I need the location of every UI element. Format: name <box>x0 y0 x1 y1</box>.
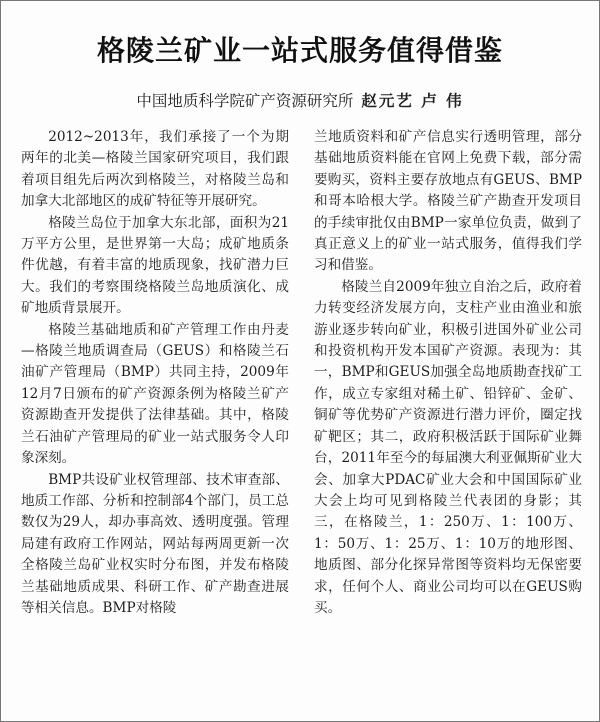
paragraph: 格陵兰基础地质和矿产管理工作由丹麦—格陵兰地质调查局（GEUS）和格陵兰石油矿产管理局（BMP）共同主持，2009年12月7日颁布的矿产资源条例为格陵兰矿产资源勘查开发提供了法律基础。其中，格陵兰石油矿产管理局的矿业一站式服务令人印象深刻。 <box>21 321 289 467</box>
paragraph: 格陵兰自2009年独立自治之后，政府着力转变经济发展方向，支柱产业由渔业和旅游业逐步转向矿业，积极引进国外矿业公司和投资机构开发本国矿产资源。表现为：其一，BMP和GEUS加强全岛地质勘查找矿工作，成立专家组对稀土矿、铅锌矿、金矿、铜矿等优势矿产资源进行潜力评价，圈定找矿靶区；其二，政府积极活跃于国际矿业舞台，2011年至今的每届澳大利亚佩斯矿业大会、加拿大PDAC矿业大会和中国国际矿业大会上均可见到格陵兰代表团的身影；其三，在格陵兰，1：250万、1：100万、1：50万、1：25万、1：10万的地形图、地质图、部分化探异常图等资料均无保密要求，任何个人、商业公司均可以在GEUS购买。 <box>314 278 582 616</box>
paragraph: 2012~2013年，我们承接了一个为期两年的北美—格陵兰国家研究项目，我们跟着项目组先后两次到格陵兰，对格陵兰岛和加拿大北部地区的成矿特征等开展研究。 <box>21 129 289 210</box>
paragraph-continued: 兰地质资料和矿产信息实行透明管理，部分基础地质资料能在官网上免费下载，部分需要购买，资料主要存放地点有GEUS、BMP和哥本哈根大学。格陵兰矿产勘查开发项目的手续审批仅由BMP一家单位负责，做到了真正意义上的矿业一站式服务，值得我们学习和借鉴。 <box>314 129 582 274</box>
byline <box>1 89 599 111</box>
right-column <box>314 127 582 619</box>
article-title: 格陵兰矿业一站式服务值得借鉴 <box>96 34 503 67</box>
author-names: 赵元艺 卢 伟 <box>361 91 464 110</box>
author-affiliation: 中国地质科学院矿产资源研究所 <box>136 92 354 110</box>
left-column <box>21 127 289 619</box>
paragraph: 格陵兰岛位于加拿大东北部，面积为21万平方公里，是世界第一大岛；成矿地质条件优越，有着丰富的地质现象，找矿潜力巨大。我们的考察围绕格陵兰岛地质演化、成矿地质背景展开。 <box>21 214 289 317</box>
paragraph: BMP共设矿业权管理部、技术审查部、地质工作部、分析和控制部4个部门，员工总数仅为29人，却办事高效、透明度强。管理局建有政府工作网站，网站每两周更新一次全格陵兰岛矿业权实时分布图，并发布格陵兰基础地质成果、科研工作、矿产勘查进展等相关信息。BMP对格陵 <box>21 471 289 616</box>
